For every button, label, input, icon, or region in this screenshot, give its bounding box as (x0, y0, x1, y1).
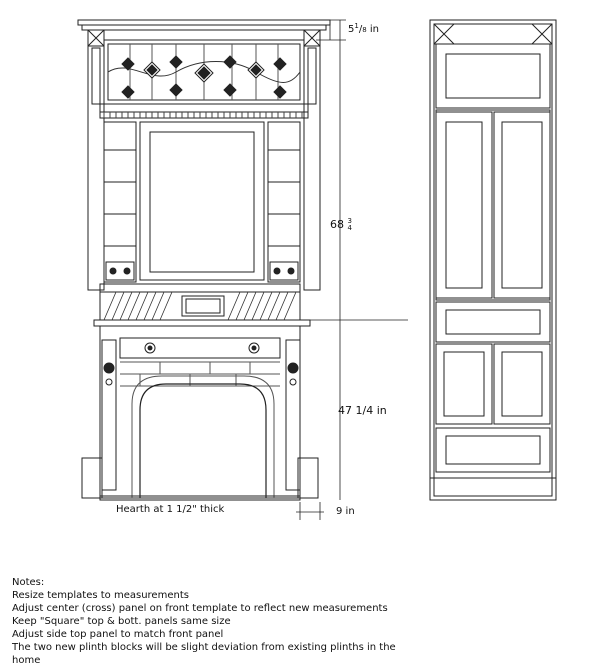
dimension-top-height: $5^1/8$ in (348, 22, 379, 35)
note-item: Adjust center (cross) panel on front template to reflect new measurements (12, 603, 388, 614)
overmantel-mirror (140, 122, 264, 280)
note-item: home (12, 655, 41, 666)
dimension-top-frac-den: 8 (362, 26, 367, 34)
left-pilaster (88, 30, 104, 290)
left-plinth (82, 458, 102, 498)
dimension-lower-height: 47 1/4 in (338, 404, 387, 417)
dimension-hearth-depth: 9 in (336, 506, 355, 517)
dimension-upper-frac-den: 4 (347, 224, 352, 232)
fireplace-surround (100, 326, 300, 498)
dimension-upper-whole: 68 (330, 218, 344, 231)
right-shelf-column (268, 122, 300, 282)
dimension-upper-frac-num: 3 (347, 217, 352, 225)
hearth-label: Hearth at 1 1/2" thick (116, 504, 225, 515)
note-item: The two new plinth blocks will be slight deviation from existing plinths in the (12, 642, 396, 653)
side-tall-door-left (436, 112, 492, 298)
note-item: Keep "Square" top & bott. panels same size (12, 616, 231, 627)
right-pilaster (304, 30, 320, 290)
dimension-top-whole: 5 (348, 24, 355, 35)
dimension-top-frac-num: 1 (354, 22, 359, 30)
side-middle-panel (436, 302, 550, 342)
mantel-shelf (94, 320, 310, 326)
crown-cornice (78, 20, 330, 25)
right-plinth (298, 458, 318, 498)
dimension-lines (296, 20, 408, 520)
note-item: Resize templates to measurements (12, 590, 189, 601)
side-bottom-panel (436, 428, 550, 472)
left-shelf-column (104, 122, 136, 282)
front-elevation (78, 20, 330, 500)
side-elevation (430, 20, 556, 500)
dimension-upper-height (330, 218, 352, 232)
notes-block (12, 576, 597, 667)
dimension-top-unit: in (369, 24, 379, 35)
dentil-band (100, 112, 308, 118)
note-item: Adjust side top panel to match front panel (12, 629, 224, 640)
firebox-arch (140, 384, 266, 498)
notes-heading: Notes: (12, 577, 45, 588)
